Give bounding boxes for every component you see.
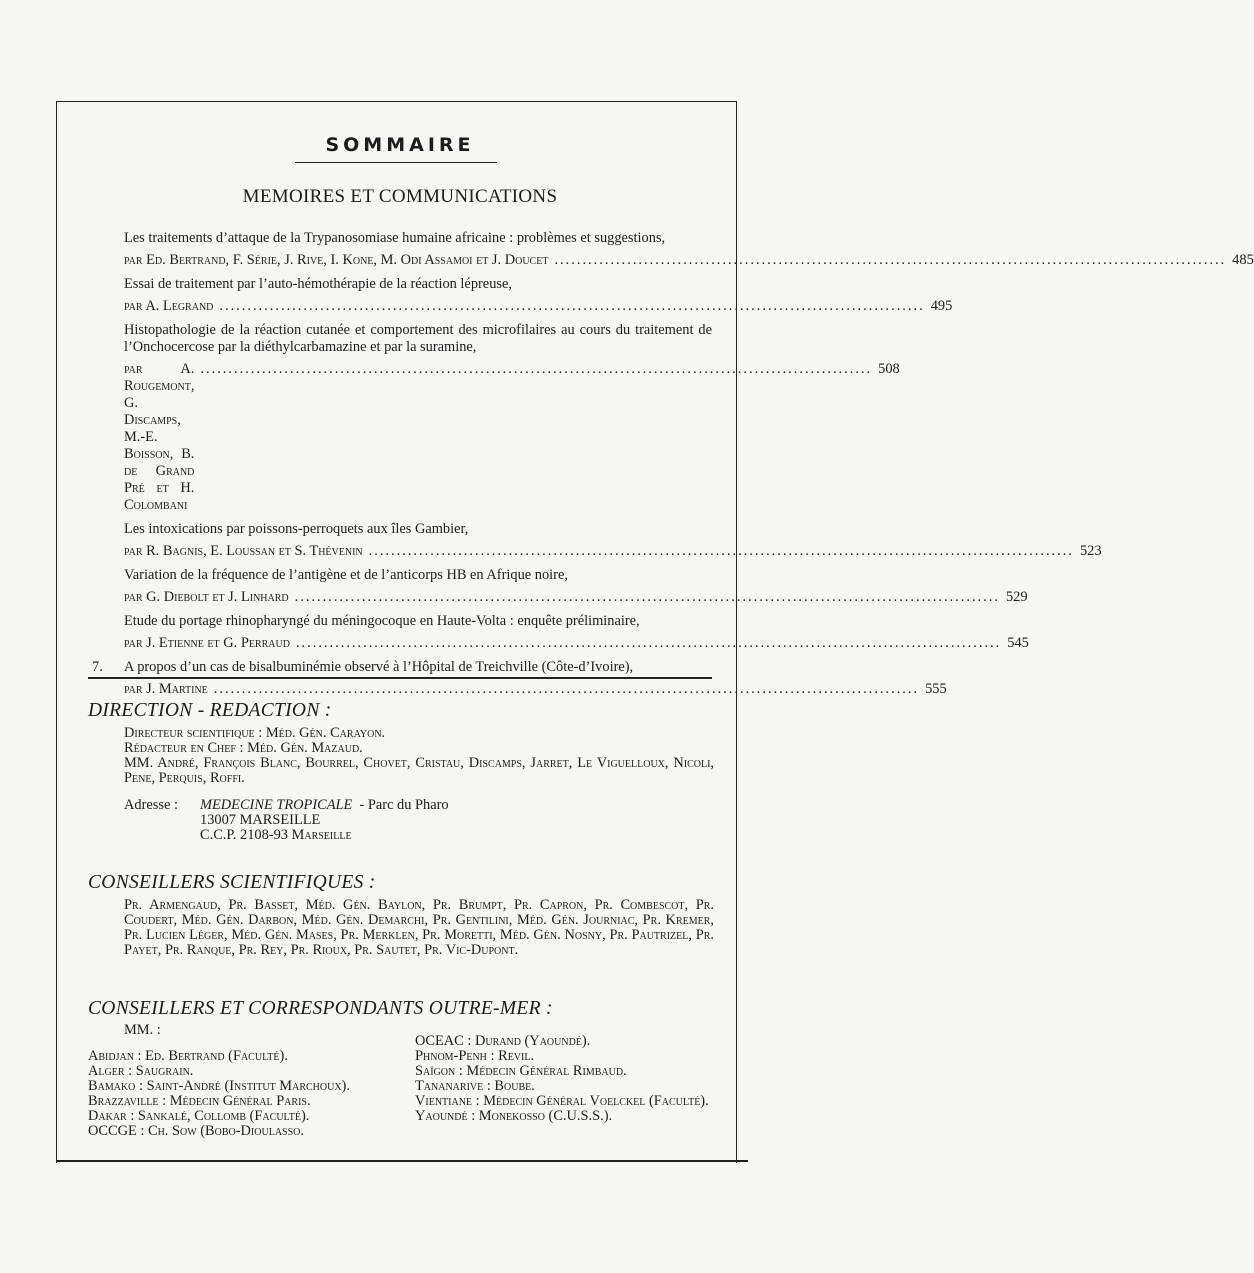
dot-leader: ..............................................................................................................................: [368, 543, 1074, 559]
address-city: 13007 MARSEILLE: [200, 812, 321, 828]
correspondent-entry: Tananarive : Boube.: [415, 1078, 535, 1094]
correspondent-entry: OCEAC : Durand (Yaoundé).: [415, 1033, 591, 1049]
outremer-right-column: [415, 1034, 715, 1124]
toc-entry[interactable]: [124, 230, 1254, 269]
table-of-contents: [92, 230, 1254, 705]
conseillers-list: Pr. Armengaud, Pr. Basset, Méd. Gén. Baylon, Pr. Brumpt, Pr. Capron, Pr. Combescot, Pr. Coudert, Méd. Gén. Darbon, Méd. Gén. Demarchi, Pr. Gentilini, Méd. Gén. Journiac, Pr. Kremer, Pr. Lucien Léger, Méd. Gén. Mases, Pr. Merklen, Pr. Moretti, Méd. Gén. Nosny, Pr. Pautrizel, Pr. Payet, Pr. Ranque, Pr. Rey, Pr. Rioux, Pr. Sautet, Pr. Vic-Dupont.: [124, 897, 714, 958]
entry-page-number: 529: [1005, 589, 1028, 605]
entry-number: 7.: [92, 659, 103, 675]
correspondent-entry: Bamako : Saint-André (Institut Marchoux).: [88, 1078, 350, 1094]
address-street: - Parc du Pharo: [359, 797, 449, 813]
section-divider: [88, 677, 712, 679]
title-underline: [295, 162, 497, 163]
entry-title: Etude du portage rhinopharyngé du méningocoque en Haute-Volta : enquête préliminaire,: [124, 613, 640, 629]
correspondent-entry: OCCGE : Ch. Sow (Bobo-Dioulasso.: [88, 1123, 304, 1139]
frame-bottom-rule: [56, 1160, 748, 1162]
direction-block: [124, 726, 714, 843]
entry-title: A propos d’un cas de bisalbuminémie observé à l’Hôpital de Treichville (Côte-d’Ivoire),: [124, 659, 634, 675]
toc-entry[interactable]: [124, 613, 1029, 652]
correspondent-entry: Brazzaville : Médecin Général Paris.: [88, 1093, 311, 1109]
dot-leader: ..............................................................................................................................: [219, 298, 925, 314]
entry-page-number: 508: [878, 361, 900, 377]
dot-leader: ..............................................................................................................................: [213, 681, 920, 697]
correspondent-entry: Yaoundé : Monekosso (C.U.S.S.).: [415, 1108, 613, 1124]
entry-authors: par G. Diebolt et J. Linhard: [124, 589, 289, 605]
address-ccp: C.C.P. 2108-93 Marseille: [200, 827, 352, 843]
address-block: [124, 798, 714, 843]
entry-page-number: 523: [1079, 543, 1102, 559]
page-title: SOMMAIRE: [325, 134, 475, 156]
dot-leader: ..............................................................................................................................: [295, 635, 1002, 651]
conseillers-heading: CONSEILLERS SCIENTIFIQUES :: [88, 872, 376, 893]
frame-left-rule: [56, 101, 57, 1163]
dot-leader: ........................................................................................................................: [554, 252, 1227, 268]
entry-title: Les intoxications par poissons-perroquets aux îles Gambier,: [124, 521, 469, 537]
correspondent-entry: Alger : Saugrain.: [88, 1063, 194, 1079]
entry-title: Essai de traitement par l’auto-hémothérapie de la réaction lépreuse,: [124, 276, 512, 292]
outremer-mm: MM. :: [124, 1022, 161, 1038]
entry-page-number: 485: [1232, 252, 1254, 268]
entry-authors: par A. Rougemont, G. Discamps, M.-E. Boisson, B. de Grand Pré et H. Colombani: [124, 361, 195, 513]
outremer-heading: CONSEILLERS ET CORRESPONDANTS OUTRE-MER :: [88, 998, 553, 1019]
address-journal: MEDECINE TROPICALE: [200, 797, 353, 813]
toc-entry[interactable]: [124, 567, 1028, 606]
frame-top-rule: [56, 101, 736, 102]
section-heading: MEMOIRES ET COMMUNICATIONS: [242, 186, 558, 207]
dot-leader: ........................................................................................................................: [200, 361, 873, 377]
entry-authors: par A. Legrand: [124, 298, 214, 314]
entry-authors: par J. Etienne et G. Perraud: [124, 635, 290, 651]
entry-authors: par R. Bagnis, E. Loussan et S. Thévenin: [124, 543, 363, 559]
toc-entry[interactable]: [124, 521, 1102, 560]
toc-entry[interactable]: [124, 322, 900, 514]
toc-entry[interactable]: [124, 276, 953, 315]
outremer-left-column: [88, 1049, 408, 1139]
entry-page-number: 545: [1007, 635, 1029, 651]
entry-authors: par J. Martine: [124, 681, 208, 697]
direction-line: MM. André, François Blanc, Bourrel, Chovet, Cristau, Discamps, Jarret, Le Viguelloux, Nicoli, Pene, Perquis, Roffi.: [124, 755, 714, 786]
address-label: Adresse :: [124, 797, 178, 813]
correspondent-entry: Phnom-Penh : Revil.: [415, 1048, 535, 1064]
entry-authors: par Ed. Bertrand, F. Série, J. Rive, I. Kone, M. Odi Assamoi et J. Doucet: [124, 252, 549, 268]
entry-title: Les traitements d’attaque de la Trypanosomiase humaine africaine : problèmes et suggestions,: [124, 230, 666, 246]
dot-leader: ..............................................................................................................................: [294, 589, 1000, 605]
entry-page-number: 555: [925, 681, 947, 697]
direction-line: Rédacteur en Chef : Méd. Gén. Mazaud.: [124, 740, 363, 756]
entry-page-number: 495: [930, 298, 953, 314]
direction-heading: DIRECTION - REDACTION :: [88, 700, 332, 721]
correspondent-entry: Vientiane : Médecin Général Voelckel (Faculté).: [415, 1093, 709, 1109]
entry-title: Histopathologie de la réaction cutanée et comportement des microfilaires au cours du traitement de l’Onchocercose par la diéthylcarbamazine et par la suramine,: [124, 322, 712, 355]
correspondent-entry: Saïgon : Médecin Général Rimbaud.: [415, 1063, 627, 1079]
correspondent-entry: Dakar : Sankalé, Collomb (Faculté).: [88, 1108, 310, 1124]
correspondent-entry: Abidjan : Ed. Bertrand (Faculté).: [88, 1048, 288, 1064]
direction-line: Directeur scientifique : Méd. Gén. Carayon.: [124, 725, 386, 741]
entry-title: Variation de la fréquence de l’antigène et de l’anticorps HB en Afrique noire,: [124, 567, 568, 583]
